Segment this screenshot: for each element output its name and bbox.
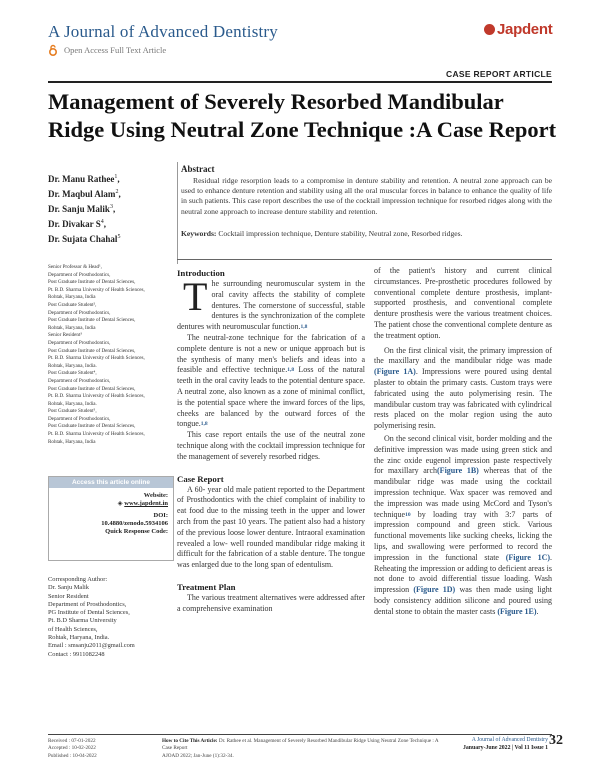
body-paragraph: of the patient's history and current clinical circumstances. Pre-prosthetic procedures followed by conventional complete denture prosthesis, implant-supported prosthesis, and conventional complete denture prosthesis were the various treatment choices. The patient chose the conventional complete denture as the treatment option. (374, 266, 552, 340)
author-list (48, 170, 174, 245)
treatment-plan-heading: Treatment Plan (177, 581, 236, 592)
correspondence-line: Department of Prosthodontics, (48, 600, 127, 608)
correspondence-line: Contact : 9911082248 (48, 650, 105, 658)
page-number: 32 (549, 733, 563, 748)
figure-link[interactable]: (Figure 1E) (497, 606, 537, 616)
body-column-left (177, 267, 365, 615)
affiliation-line: Department of Prosthodontics, (48, 415, 111, 422)
affiliation-line: Department of Prosthodontics, (48, 339, 111, 346)
treatment-plan-paragraph: The various treatment alternatives were addressed after a comprehensive examination (177, 592, 365, 613)
affiliation-line: Department of Prosthodontics, (48, 271, 111, 278)
article-type: CASE REPORT ARTICLE (446, 69, 552, 79)
affiliation-line: Rohtak, Haryana, India (48, 324, 96, 331)
correspondence-line: Pt. B.D Sharma University (48, 617, 117, 625)
affiliation-line: Post Graduate Institute of Dental Sciences, (48, 385, 136, 392)
website-label: Website: (143, 492, 168, 499)
affiliation-line: Post Graduate Institute of Dental Sciences, (48, 347, 136, 354)
introduction-paragraph: This case report entails the use of the neutral zone technique along with the cocktail impression technique for the management of severely resorbed ridges. (177, 430, 365, 461)
affiliations (48, 264, 174, 446)
affiliation-line: Post Graduate Institute of Dental Sciences, (48, 423, 136, 430)
citation-reference: AJOAD 2022; Jan-June (1):32-34. (162, 752, 234, 759)
journal-title: A Journal of Advanced Dentistry (48, 22, 278, 41)
body-column-right (374, 266, 552, 618)
access-heading: Access this article online (49, 477, 173, 488)
author: Dr. Sanju Malik$^3$, (48, 204, 116, 214)
logo-mark-icon (484, 24, 495, 35)
author: Dr. Maqbul Alam$^2$, (48, 189, 121, 199)
open-access-row (48, 44, 166, 56)
case-report-heading: Case Report (177, 473, 224, 484)
accepted-date: Accepted : 10-02-2022 (48, 745, 96, 752)
author: Dr. Sujata Chahal$^5$ (48, 234, 121, 244)
citation-text: Dr. Rathee et al. Management of Severely Resorbed Mandibular Ridge Using Neutral Zone Technique : A Case Report (162, 738, 439, 752)
affiliation-line: Post Graduate Student⁴, (48, 370, 97, 377)
affiliation-line: Post Graduate Institute of Dental Sciences, (48, 279, 136, 286)
keywords (177, 229, 552, 239)
abstract (177, 162, 552, 239)
footer-issue: January-June 2022 | Vol 11 Issue 1 (462, 744, 548, 751)
qr-code-label: Quick Response Code: (105, 528, 168, 535)
figure-link[interactable]: (Figure 1C) (505, 552, 551, 562)
correspondence-email[interactable]: Email : smsanju2011@gmail.com (48, 642, 135, 650)
affiliation-line: Rohtak, Haryana, India (48, 294, 96, 301)
affiliation-line: Senior Professor & Head¹, (48, 264, 102, 270)
affiliation-line: Pt. B.D. Sharma University of Health Sciences, (48, 355, 145, 362)
case-report-paragraph: A 60- year old male patient reported to the Department of Prosthodontics with the chief complaint of inability to eat food due to the missing teeth in the upper and lower arch from the past 10 years. The patient also had a history of the previous loose lower denture. Intraoral examination revealed a low- well rounded mandibular ridge making it difficult for the fabrication of a stable denture. The tongue was enlarged due to the long span of edentulism. (177, 484, 365, 570)
footer-journal (452, 737, 548, 752)
affiliation-line: Post Graduate Student², (48, 301, 97, 308)
affiliation-line: Pt. B.D. Sharma University of Health Sciences, (48, 431, 145, 438)
affiliation-line: Department of Prosthodontics, (48, 377, 111, 384)
affiliation-line: Department of Prosthodontics, (48, 309, 111, 316)
drop-cap: T (183, 274, 208, 319)
author: Dr. Divakar $S^4$, (48, 219, 107, 229)
abstract-divider (177, 259, 552, 260)
correspondence-line: Rohtak, Haryana, India. (48, 634, 110, 642)
globe-icon: ◈ (117, 500, 125, 507)
body-paragraph: On the first clinical visit, the primary impression of the maxillary and the mandibular ridge was made (Figure 1A). Impressions were poured using dental plaster to obtain the primary casts. Custom trays were fabricated using the auto polymerising resin. The mandibular custom tray was fabricated with cylindrical rests placed on the molar region using the auto polymerising resin. (374, 345, 553, 431)
article-dates (48, 738, 158, 760)
correspondence-line: PG Institute of Dental Sciences, (48, 609, 130, 617)
figure-link[interactable]: (Figure 1A) (374, 367, 416, 377)
footer-journal-name: A Journal of Advanced Dentistry (471, 737, 548, 743)
correspondence-line: of Health Sciences, (48, 625, 98, 633)
introduction-heading: Introduction (177, 268, 225, 278)
figure-link[interactable]: (Figure 1B) (437, 466, 479, 476)
published-date: Published : 10-04-2022 (48, 752, 97, 759)
corresponding-author (48, 576, 178, 659)
figure-link[interactable]: (Figure 1D) (413, 585, 456, 595)
correspondence-line: Senior Resident (48, 592, 89, 600)
affiliation-line: Rohtak, Haryana, India. (48, 362, 97, 369)
keywords-text: Cocktail impression technique, Denture stability, Neutral zone, Resorbed ridges. (218, 228, 463, 238)
open-access-lock-icon (48, 44, 58, 56)
footer-divider (48, 734, 552, 735)
correspondence-line: Corresponding Author: (48, 576, 108, 583)
citation-label: How to Cite This Article: (162, 738, 218, 744)
affiliation-line: Post Graduate Student⁵, (48, 408, 97, 415)
affiliation-line: Rohtak, Haryana, India. (48, 400, 97, 407)
citation (162, 738, 442, 760)
doi-label: DOI: (153, 512, 168, 519)
open-access-label: Open Access Full Text Article (64, 45, 167, 55)
abstract-heading: Abstract (181, 164, 215, 174)
body-paragraph: On the second clinical visit, border molding and the definitive impression was made using green stick and the zinc oxide eugenol impression paste respectively for maxillary arch(Figure 1B) whereas that of the mandibular ridge was made using the cocktail impression technique. Wax spacer was removed and the impression was made using McCord and Tyson's technique$^{10}$ by loading tray with 3:7 parts of impression compound and green stick. Various functional movements like sucking cheeks, licking the lips, and swallowing were performed to record the impression in the functional state (Figure 1C). Reheating the impression or adding to deficient areas is not done to avoid differential tissue loading. Wash impression (Figure 1D) was then made using light body consistency addition silicone and poured using dental stone to obtain the master casts (Figure 1E). (374, 433, 553, 616)
correspondence-line: Dr. Sanju Malik (48, 584, 90, 592)
website-link[interactable]: www.japdent.in (124, 500, 168, 507)
affiliation-line: Senior Resident³ (48, 332, 82, 339)
affiliation-line: Post Graduate Institute of Dental Sciences, (48, 317, 136, 324)
article-title: Management of Severely Resorbed Mandibular Ridge Using Neutral Zone Technique :A Case Report (48, 89, 557, 142)
keywords-label: Keywords: (181, 228, 217, 238)
logo-text: Japdent (497, 20, 553, 38)
access-online-box (48, 476, 174, 561)
doi-value[interactable]: 10.4880/zenodo.5934106 (101, 520, 168, 527)
affiliation-line: Rohtak, Haryana, India (48, 438, 96, 445)
header-divider (48, 81, 552, 83)
journal-logo (484, 20, 552, 38)
abstract-text: Residual ridge resorption leads to a compromise in denture stability and retention. A neutral zone approach can be used to enhance denture retention and stability using all the oral muscular forces in balance to enhance the quality of life in such patients. This case report describes the use of the cocktail impression technique for resorbed ridges along with the neutral zone approach to increase denture stability and retention. (181, 176, 552, 216)
received-date: Received : 07-01-2022 (48, 738, 96, 744)
affiliation-line: Pt. B.D. Sharma University of Health Sciences, (48, 393, 145, 400)
introduction-paragraph: The surrounding neuromuscular system in the oral cavity affects the stability of complete dentures. The cornerstone of successful, stable dentures is the synchronization of the complete dentures with neuromuscular function.$^{1,8}$ (177, 274, 365, 332)
affiliation-line: Pt. B.D. Sharma University of Health Sciences, (48, 286, 145, 293)
introduction-paragraph: The neutral-zone technique for the fabrication of a complete denture is not a new or unique approach but is the synthesis of many men's beliefs and ideas into a feasible and effective technique.$^{1,8}$ Loss of the natural teeth in the oral cavity leads to the potential denture space. A neutral zone, also known as a zone of minimal conflict, is the potential space where the inward forces of the lips, cheeks are balanced by the outward forces of the tongue.$^{1,8}$ (177, 332, 365, 429)
author: Dr. Manu Rathee$^1$, (48, 174, 120, 184)
